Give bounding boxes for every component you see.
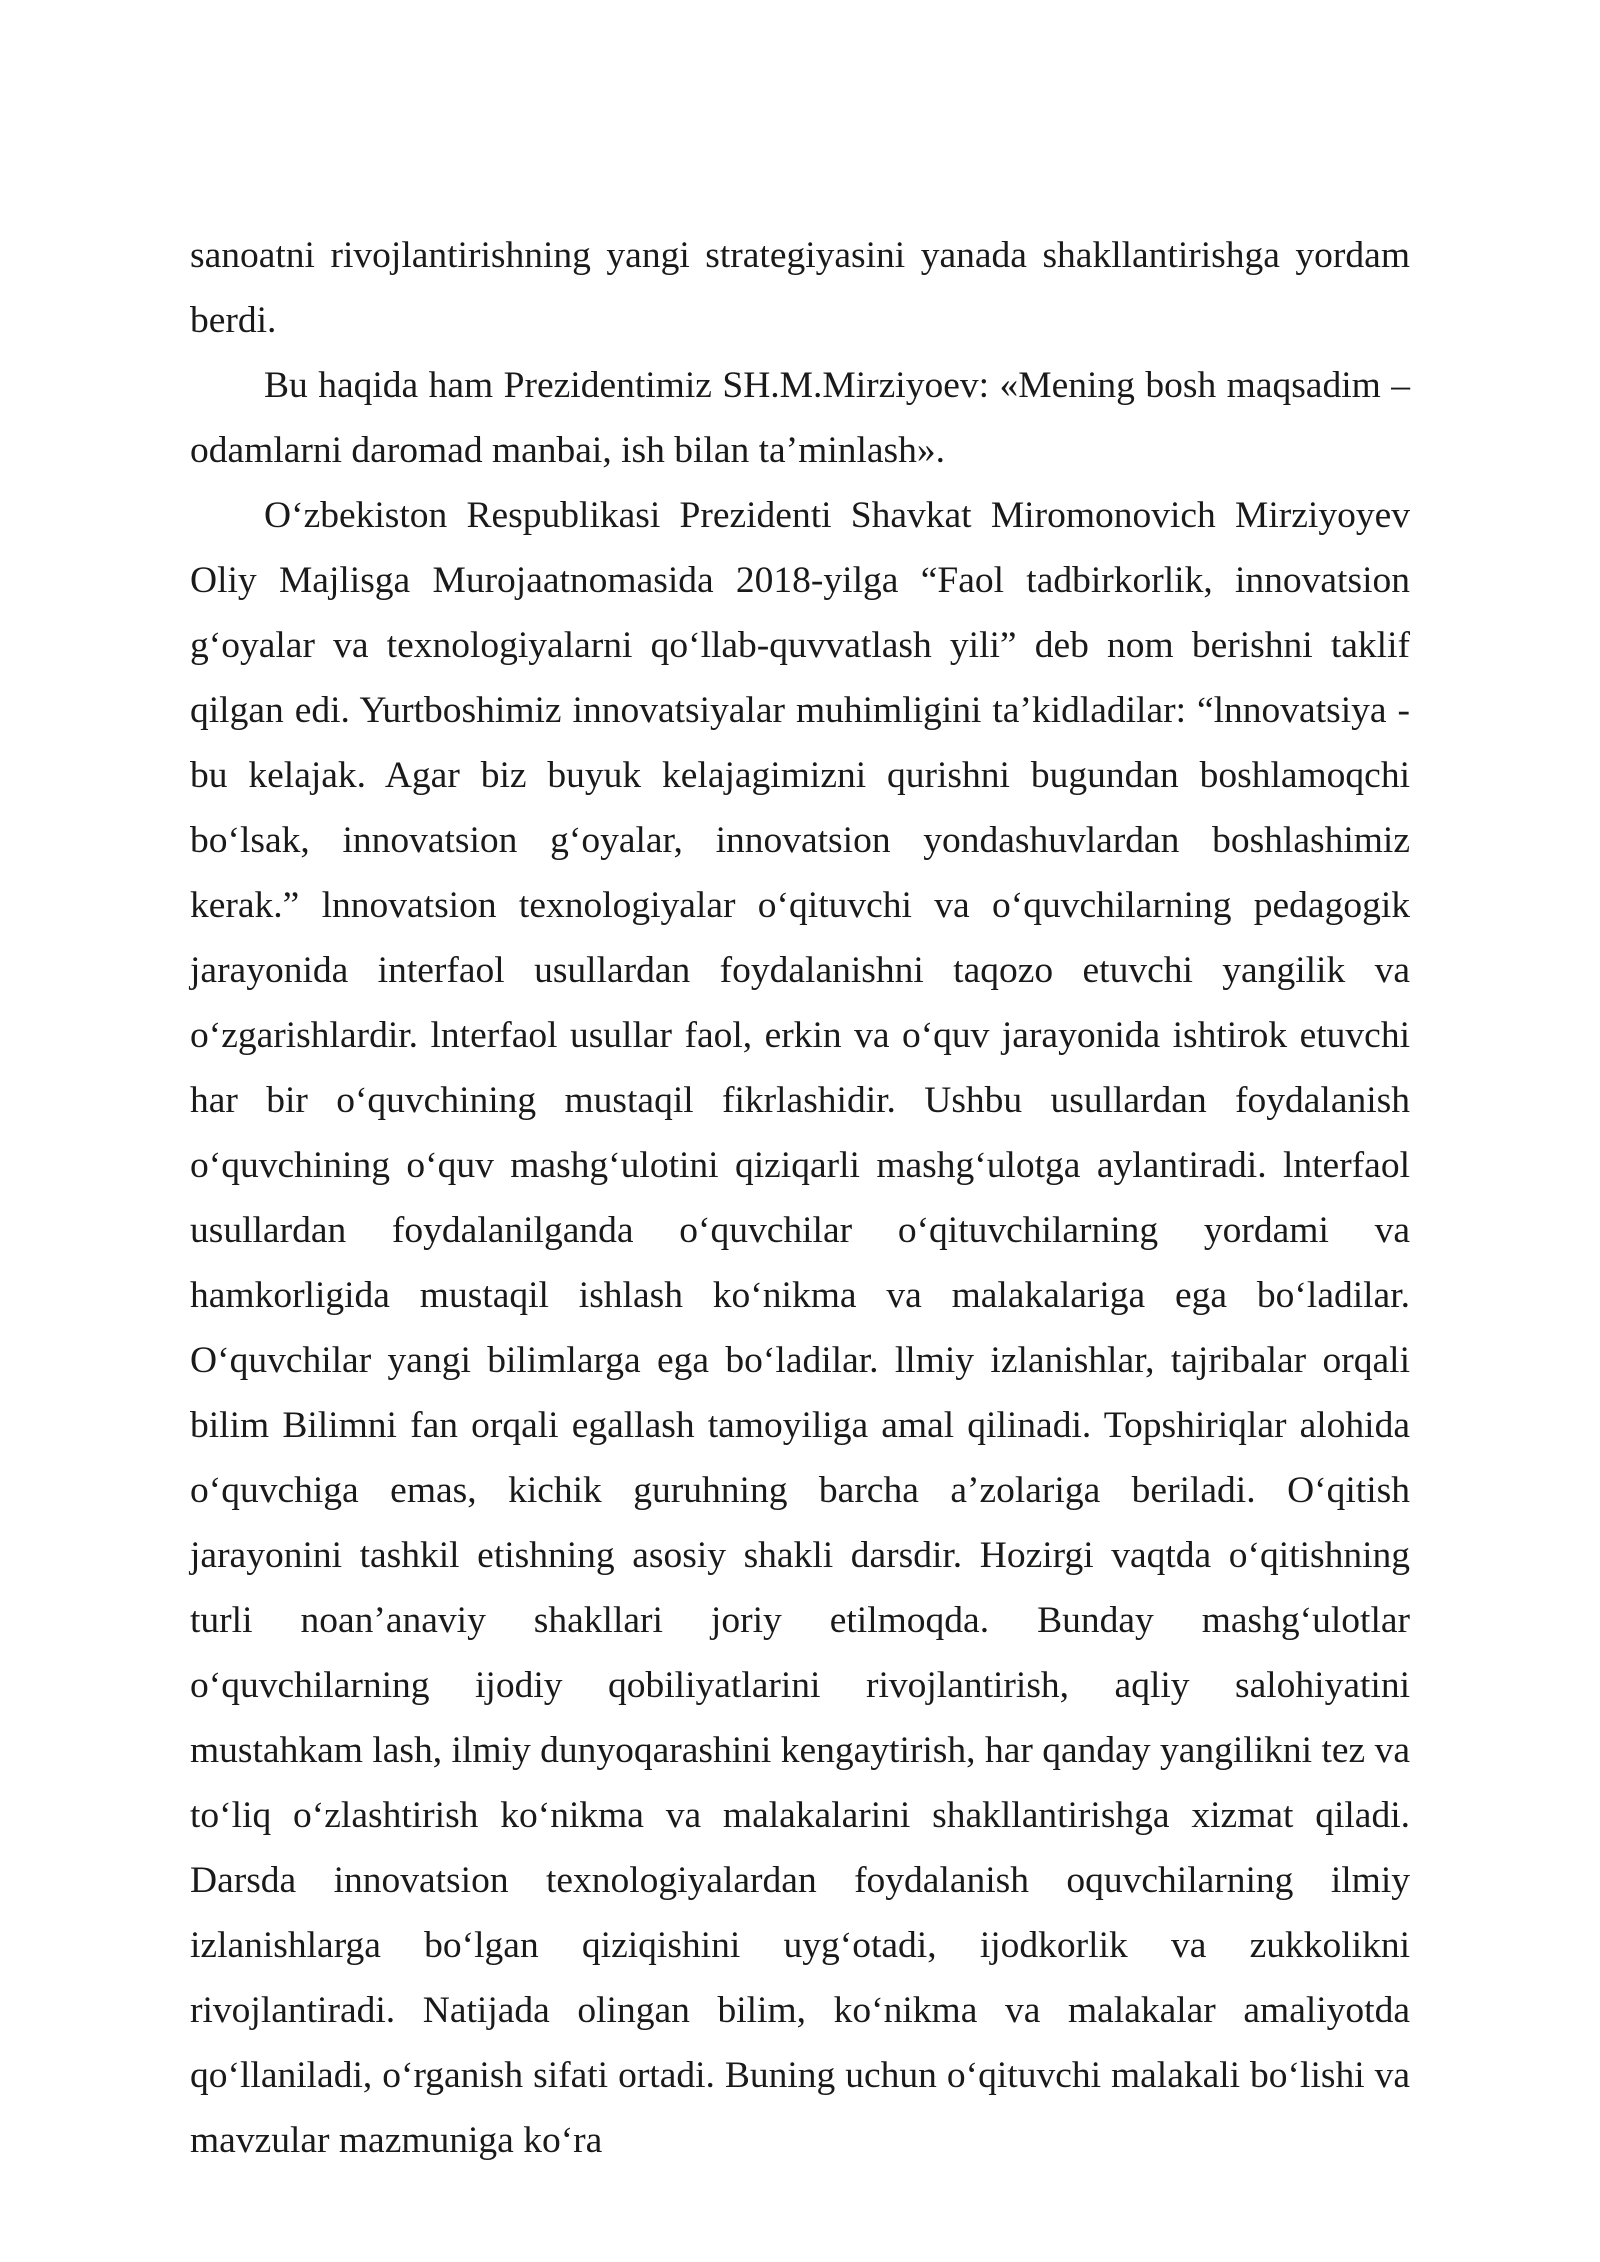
paragraph-main: O‘zbekiston Respublikasi Prezidenti Shavkat Miromonovich Mirziyoyev Oliy Majlisga Murojaatnomasida 2018-yilga “Faol tadbirkorlik, innovatsion g‘oyalar va texnologiyalarni qo‘llab-quvvatlash yili” deb nom berishni taklif qilgan edi. Yurtboshimiz innovatsiyalar muhimligini ta’kidladilar: “lnnovatsiya - bu kelajak. Agar biz buyuk kelajagimizni qurishni bugundan boshlamoqchi bo‘lsak, innovatsion g‘oyalar, innovatsion yondashuvlardan boshlashimiz kerak.” lnnovatsion texnologiyalar o‘qituvchi va o‘quvchilarning pedagogik jarayonida interfaol usullardan foydalanishni taqozo etuvchi yangilik va o‘zgarishlardir. lnterfaol usullar faol, erkin va o‘quv jarayonida ishtirok etuvchi har bir o‘quvchining mustaqil fikrlashidir. Ushbu usullardan foydalanish o‘quvchining o‘quv mashg‘ulotini qiziqarli mashg‘ulotga aylantiradi. lnterfaol usullardan foydalanilganda o‘quvchilar o‘qituvchilarning yordami va hamkorligida mustaqil ishlash ko‘nikma va malakalariga ega bo‘ladilar. O‘quvchilar yangi bilimlarga ega bo‘ladilar. llmiy izlanishlar, tajribalar orqali bilim Bilimni fan orqali egallash tamoyiliga amal qilinadi. Topshiriqlar alohida o‘quvchiga emas, kichik guruhning barcha a’zolariga beriladi. O‘qitish jarayonini tashkil etishning asosiy shakli darsdir. Hozirgi vaqtda o‘qitishning turli noan’anaviy shakllari joriy etilmoqda. Bunday mashg‘ulotlar o‘quvchilarning ijodiy qobiliyatlarini rivojlantirish, aqliy salohiyatini mustahkam lash, ilmiy dunyoqarashini kengaytirish, har qanday yangilikni tez va to‘liq o‘zlashtirish ko‘nikma va malakalarini shakllantirishga xizmat qiladi. Darsda innovatsion texnologiyalardan foydalanish oquvchilarning ilmiy izlanishlarga bo‘lgan qiziqishini uyg‘otadi, ijodkorlik va zukkolikni rivojlantiradi. Natijada olingan bilim, ko‘nikma va malakalar amaliyotda qo‘llaniladi, o‘rganish sifati ortadi. Buning uchun o‘qituvchi malakali bo‘lishi va mavzular mazmuniga ko‘ra: [190, 495, 1410, 2161]
paragraph-quote: Bu haqida ham Prezidentimiz SH.M.Mirziyoev: «Mening bosh maqsadim – odamlarni daromad manbai, ish bilan ta’minlash».: [190, 365, 1410, 471]
document-body: [190, 223, 1410, 2173]
paragraph-continuation: sanoatni rivojlantirishning yangi strategiyasini yanada shakllantirishga yordam berdi.: [190, 235, 1410, 341]
